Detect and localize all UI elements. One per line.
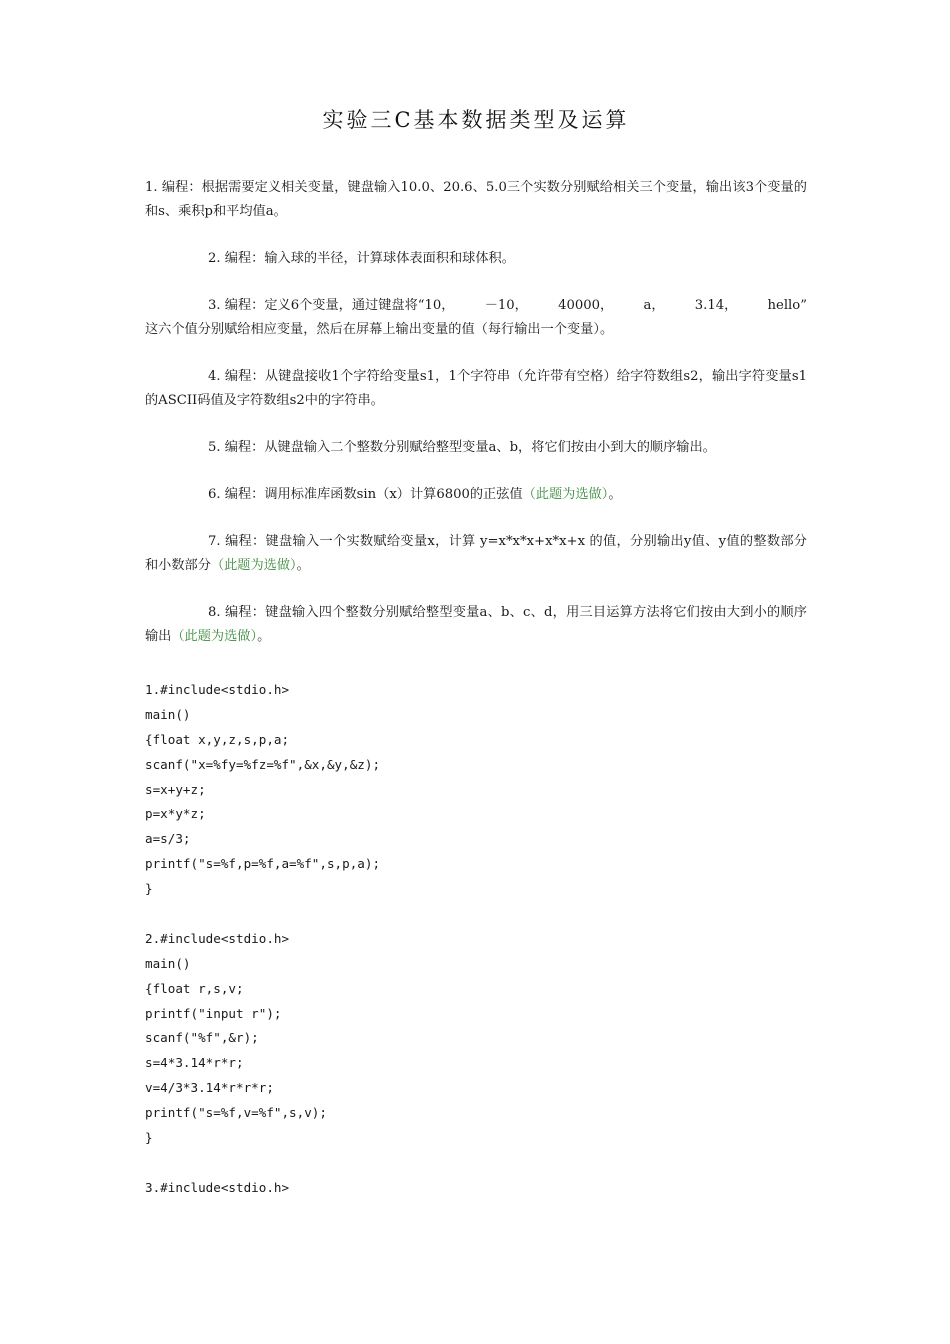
problem-3-item: hello” [767,298,807,313]
code-line: v=4/3*3.14*r*r*r; [145,1080,274,1096]
code-line: main() [145,706,191,722]
problem-1-text: 1. 编程：根据需要定义相关变量，键盘输入10.0、20.6、5.0三个实数分别赋给相关三个变量，输出该3个变量的和s、乘积p和平均值a。 [145,180,807,219]
problem-7-tail: 。 [296,558,310,573]
problem-2-text: 2. 编程：输入球的半径，计算球体表面积和球体积。 [208,251,515,266]
code-line: } [145,1130,153,1146]
problem-3-item: －10， [484,298,528,313]
problem-3-text-start: 3. 编程：定义6个变量，通过键盘将“10， [208,298,455,313]
problem-7-text: 7. 编程：键盘输入一个实数赋给变量x，计算 y=x*x*x+x*x+x 的值，分别输出y值、y值的整数部分和小数部分 [145,534,807,573]
problem-3 [145,294,807,342]
code-line: printf("s=%f,p=%f,a=%f",s,p,a); [145,856,381,872]
code-line: s=4*3.14*r*r; [145,1055,244,1071]
problem-4 [145,365,807,413]
code-line: {float x,y,z,s,p,a; [145,731,290,747]
code-line: 3.#include<stdio.h> [145,1179,290,1195]
problem-2 [145,247,807,271]
problem-3-item: 40000， [558,298,614,313]
code-line: p=x*y*z; [145,806,206,822]
code-line: s=x+y+z; [145,781,206,797]
problem-3-first-line [145,294,807,318]
page-title: 实验三C基本数据类型及运算 [322,108,630,132]
problem-6 [145,483,807,507]
optional-note: （此题为选做） [171,629,258,644]
code-line: main() [145,955,191,971]
code-block-2 [145,927,807,1151]
code-block-3 [145,1176,807,1201]
problem-8 [145,601,807,649]
problem-7 [145,530,807,578]
code-block-1 [145,678,807,902]
code-line: scanf("%f",&r); [145,1030,259,1046]
problem-6-tail: 。 [608,487,622,502]
problem-1 [145,176,807,224]
code-line: 2.#include<stdio.h> [145,930,290,946]
problem-3-text-end: 这六个值分别赋给相应变量，然后在屏幕上输出变量的值（每行输出一个变量）。 [145,322,614,337]
optional-note: （此题为选做） [522,487,609,502]
problem-3-item: 3.14， [694,298,738,313]
problem-6-text: 6. 编程：调用标准库函数sin（x）计算6800的正弦值 [208,487,523,502]
code-line: a=s/3; [145,831,191,847]
problem-list [145,176,807,672]
problem-5 [145,436,807,460]
code-line: {float r,s,v; [145,980,244,996]
code-line: } [145,881,153,897]
code-line: printf("input r"); [145,1005,282,1021]
optional-note: （此题为选做） [210,558,297,573]
code-listing [145,678,807,1226]
code-line: printf("s=%f,v=%f",s,v); [145,1105,327,1121]
code-line: 1.#include<stdio.h> [145,682,290,697]
code-line: scanf("x=%fy=%fz=%f",&x,&y,&z); [145,756,381,772]
problem-8-tail: 。 [257,629,271,644]
problem-4-text: 4. 编程：从键盘接收1个字符给变量s1，1个字符串（允许带有空格）给字符数组s2，输出字符变量s1的ASCII码值及字符数组s2中的字符串。 [145,369,807,408]
problem-8-text: 8. 编程：键盘输入四个整数分别赋给整型变量a、b、c、d，用三目运算方法将它们按由大到小的顺序输出 [145,605,807,644]
problem-5-text: 5. 编程：从键盘输入二个整数分别赋给整型变量a、b，将它们按由小到大的顺序输出。 [208,440,716,455]
problem-3-item: a， [643,298,665,313]
